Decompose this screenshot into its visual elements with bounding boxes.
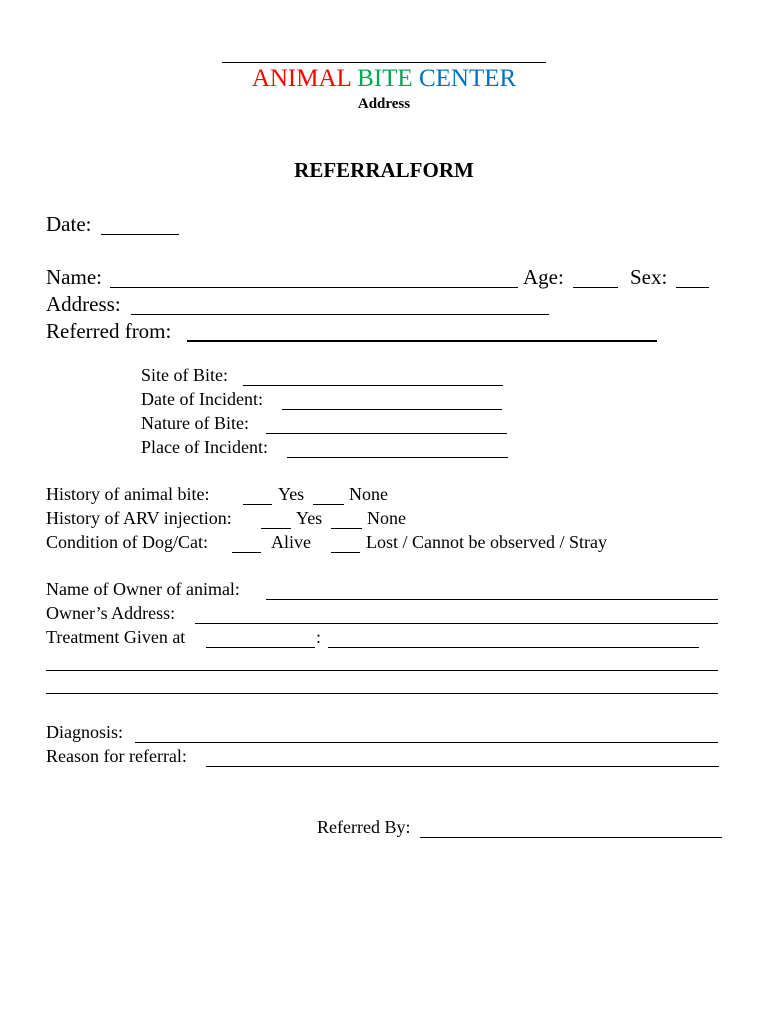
treatment-label: Treatment Given at — [46, 627, 186, 647]
condition-lost-label: Lost / Cannot be observed / Stray — [366, 532, 607, 552]
history-bite-none-label: None — [349, 484, 388, 504]
condition-alive-label: Alive — [271, 532, 311, 552]
history-arv-none-label: None — [367, 508, 406, 528]
history-arv-yes-label: Yes — [296, 508, 323, 528]
org-name-word1: ANIMAL — [251, 65, 351, 92]
org-name-word3: CENTER — [418, 65, 517, 92]
name-label: Name: — [46, 265, 102, 289]
nature-of-bite-label: Nature of Bite: — [141, 413, 249, 433]
org-name — [0, 65, 768, 93]
referred-from-label: Referred from: — [46, 319, 172, 343]
referred-by-label: Referred By: — [317, 817, 411, 837]
history-bite-yes-blank[interactable] — [243, 504, 272, 505]
sex-label: Sex: — [630, 265, 668, 289]
condition-label: Condition of Dog/Cat: — [46, 532, 208, 552]
place-of-incident-field[interactable] — [287, 457, 508, 458]
treatment-extra-line-1[interactable] — [46, 670, 718, 671]
owner-address-label: Owner’s Address: — [46, 603, 176, 623]
date-field[interactable] — [101, 234, 179, 235]
referred-from-field[interactable] — [187, 340, 657, 342]
address-label: Address: — [46, 292, 121, 316]
age-label: Age: — [523, 265, 564, 289]
owner-address-field[interactable] — [195, 623, 718, 624]
org-name-word2: BITE — [357, 65, 413, 92]
place-of-incident-label: Place of Incident: — [141, 437, 268, 457]
history-arv-label: History of ARV injection: — [46, 508, 232, 528]
form-title: REFERRALFORM — [294, 158, 474, 182]
owner-name-label: Name of Owner of animal: — [46, 579, 240, 599]
history-bite-yes-label: Yes — [278, 484, 305, 504]
condition-alive-blank[interactable] — [232, 552, 261, 553]
site-of-bite-label: Site of Bite: — [141, 365, 228, 385]
reason-label: Reason for referral: — [46, 746, 187, 766]
treatment-extra-line-2[interactable] — [46, 693, 718, 694]
header-top-rule — [222, 62, 546, 63]
address-field[interactable] — [131, 314, 549, 315]
date-of-incident-label: Date of Incident: — [141, 389, 263, 409]
sex-field[interactable] — [676, 287, 709, 288]
diagnosis-field[interactable] — [135, 742, 718, 743]
reason-field[interactable] — [206, 766, 719, 767]
history-bite-label: History of animal bite: — [46, 484, 210, 504]
date-label: Date: — [46, 212, 92, 236]
age-field[interactable] — [573, 287, 618, 288]
treatment-place-field[interactable] — [206, 647, 315, 648]
date-of-incident-field[interactable] — [282, 409, 502, 410]
condition-lost-blank[interactable] — [331, 552, 360, 553]
treatment-colon: : — [316, 627, 322, 647]
site-of-bite-field[interactable] — [243, 385, 503, 386]
history-arv-yes-blank[interactable] — [261, 528, 291, 529]
org-address: Address — [357, 96, 411, 112]
referred-by-field[interactable] — [420, 837, 722, 838]
treatment-field[interactable] — [328, 647, 699, 648]
owner-name-field[interactable] — [266, 599, 718, 600]
history-bite-none-blank[interactable] — [313, 504, 344, 505]
nature-of-bite-field[interactable] — [266, 433, 507, 434]
history-arv-none-blank[interactable] — [331, 528, 362, 529]
diagnosis-label: Diagnosis: — [46, 722, 124, 742]
name-field[interactable] — [110, 287, 518, 288]
